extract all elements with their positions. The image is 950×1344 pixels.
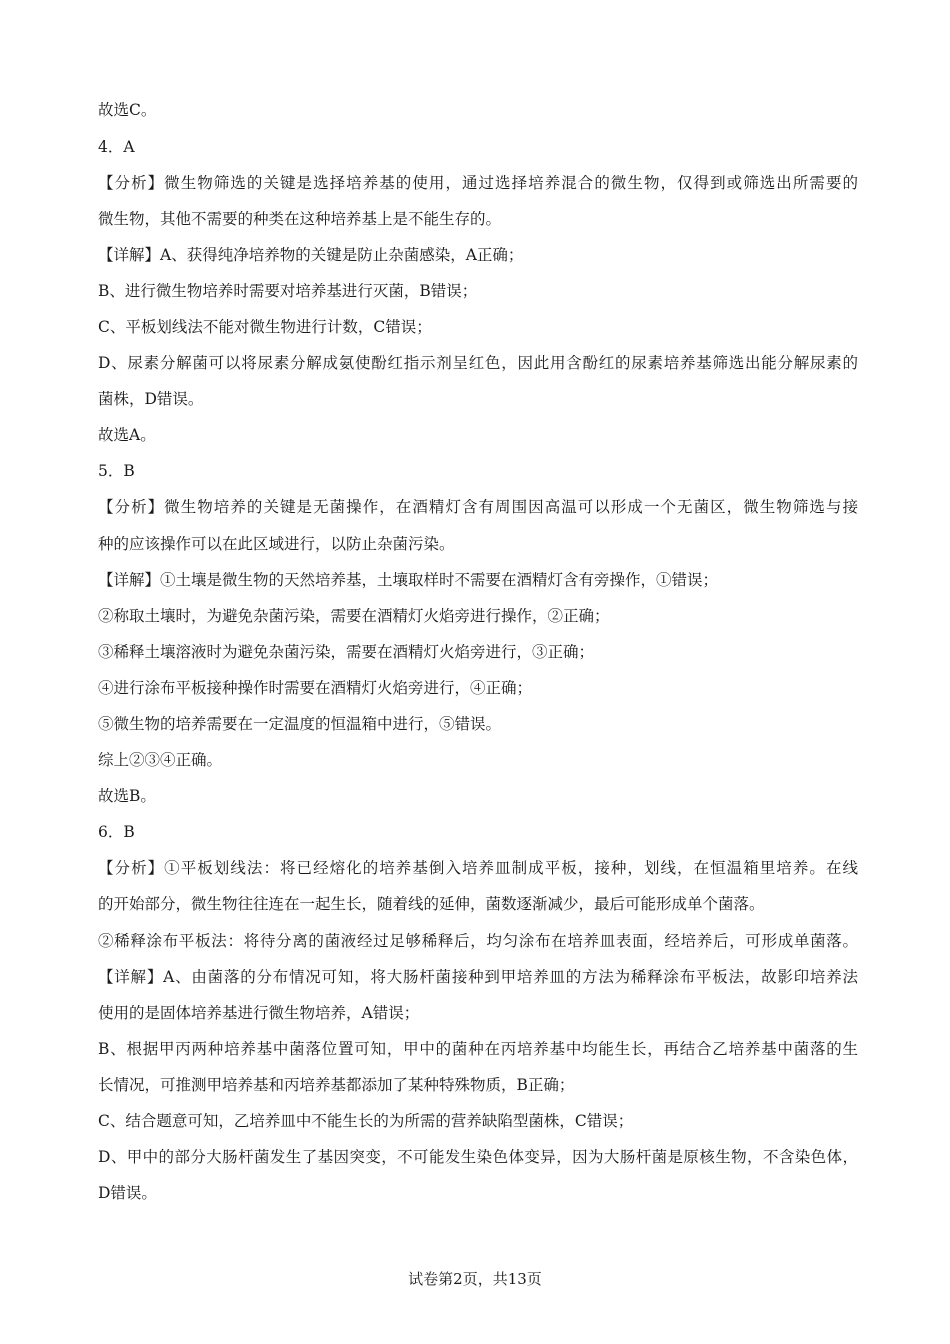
analysis-line: 的开始部分，微生物往往连在一起生长，随着线的延伸，菌数逐渐减少，最后可能形成单个菌落。 [98,895,765,913]
text-line: 故选B。 [98,787,156,805]
explanation-line: D错误。 [98,1184,157,1202]
explanation-line: 【详解】A、获得纯净培养物的关键是防止杂菌感染，A正确； [98,246,524,264]
explanation-line: C、平板划线法不能对微生物进行计数，C错误； [98,318,432,336]
explanation-line: ③稀释土壤溶液时为避免杂菌污染，需要在酒精灯火焰旁进行，③正确； [98,643,595,661]
explanation-line: ④进行涂布平板接种操作时需要在酒精灯火焰旁进行，④正确； [98,679,533,697]
explanation-line: 菌株，D错误。 [98,390,204,408]
answer-number: 5．B [98,462,135,480]
explanation-line: C、结合题意可知，乙培养皿中不能生长的为所需的营养缺陷型菌株，C错误； [98,1112,634,1130]
explanation-line: 长情况，可推测甲培养基和丙培养基都添加了某种特殊物质，B正确； [98,1076,575,1094]
explanation-line: 【详解】A、由菌落的分布情况可知，将大肠杆菌接种到甲培养皿的方法为稀释涂布平板法，故影印培养法 [98,968,858,986]
explanation-line: 使用的是固体培养基进行微生物培养，A错误； [98,1004,420,1022]
page-footer: 试卷第2页，共13页 [408,1270,542,1288]
explanation-line: B、进行微生物培养时需要对培养基进行灭菌，B错误； [98,282,478,300]
explanation-line: ②称取土壤时，为避免杂菌污染，需要在酒精灯火焰旁进行操作，②正确； [98,607,610,625]
analysis-line: ②稀释涂布平板法：将待分离的菌液经过足够稀释后，均匀涂布在培养皿表面，经培养后，可形成单菌落。 [98,932,858,950]
text-line: 故选A。 [98,426,156,444]
analysis-line: 【分析】微生物培养的关键是无菌操作，在酒精灯含有周围因高温可以形成一个无菌区，微生物筛选与接 [98,498,858,516]
analysis-line: 微生物，其他不需要的种类在这种培养基上是不能生存的。 [98,210,502,228]
analysis-line: 【分析】①平板划线法：将已经熔化的培养基倒入培养皿制成平板，接种，划线，在恒温箱里培养。在线 [98,859,858,877]
explanation-line: D、甲中的部分大肠杆菌发生了基因突变，不可能发生染色体变异，因为大肠杆菌是原核生物，不含染色体， [98,1148,858,1166]
explanation-line: 【详解】①土壤是微生物的天然培养基，土壤取样时不需要在酒精灯含有旁操作，①错误； [98,571,719,589]
explanation-line: D、尿素分解菌可以将尿素分解成氨使酚红指示剂呈红色，因此用含酚红的尿素培养基筛选出能分解尿素的 [98,354,858,372]
analysis-line: 【分析】微生物筛选的关键是选择培养基的使用，通过选择培养混合的微生物，仅得到或筛选出所需要的 [98,174,858,192]
explanation-line: ⑤微生物的培养需要在一定温度的恒温箱中进行，⑤错误。 [98,715,502,733]
explanation-line: B、根据甲丙两种培养基中菌落位置可知，甲中的菌种在丙培养基中均能生长，再结合乙培养基中菌落的生 [98,1040,858,1058]
text-line: 综上②③④正确。 [98,751,223,769]
analysis-line: 种的应该操作可以在此区域进行，以防止杂菌污染。 [98,535,455,553]
text-line: 故选C。 [98,101,157,119]
answer-number: 4．A [98,138,135,156]
answer-number: 6．B [98,823,135,841]
